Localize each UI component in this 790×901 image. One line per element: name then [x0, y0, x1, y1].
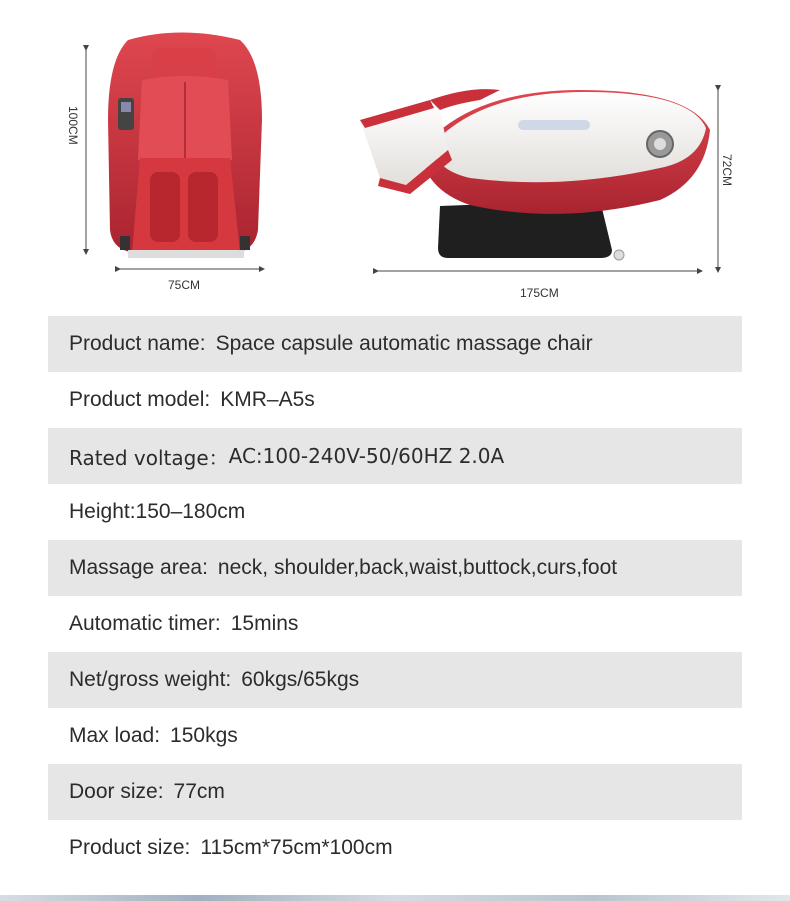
front-width-label: 75CM	[168, 278, 201, 292]
spec-row-product-name	[48, 316, 742, 372]
spec-label: Massage area:	[69, 556, 208, 579]
spec-value: 77cm	[173, 780, 225, 803]
spec-label: Automatic timer:	[69, 612, 221, 635]
spec-row-weight	[48, 652, 742, 708]
spec-value: Space capsule automatic massage chair	[215, 332, 593, 355]
spec-label: Product model:	[69, 388, 211, 411]
side-height-label: 72CM	[720, 154, 734, 187]
spec-label: Rated voltage：	[69, 445, 229, 470]
spec-value: 15mins	[230, 612, 299, 635]
spec-row-door-size	[48, 764, 742, 820]
spec-label: Door size:	[69, 780, 164, 803]
chair-illustration	[0, 0, 790, 310]
spec-value: KMR–A5s	[220, 388, 315, 411]
spec-row-massage-area	[48, 540, 742, 596]
dimension-figure	[0, 0, 790, 310]
spec-label: Product size:	[69, 836, 191, 859]
side-view-chair	[360, 89, 710, 260]
spec-label: Product name:	[69, 332, 206, 355]
spec-row-product-size	[48, 820, 742, 876]
spec-value: AC:100-240V-50/60HZ 2.0A	[228, 444, 505, 468]
spec-label: Height:150–180cm	[69, 500, 246, 523]
spec-value: 60kgs/65kgs	[241, 668, 360, 691]
spec-value: 150kgs	[170, 724, 238, 747]
footer-divider	[0, 895, 790, 901]
spec-label: Max load:	[69, 724, 161, 747]
front-height-label: 100CM	[66, 106, 80, 145]
spec-row-product-model	[48, 372, 742, 428]
spec-table	[48, 316, 742, 876]
spec-value: neck, shoulder,back,waist,buttock,curs,foot	[217, 556, 618, 579]
front-view-chair	[108, 33, 262, 259]
spec-row-max-load	[48, 708, 742, 764]
spec-row-rated-voltage	[48, 428, 742, 484]
spec-value: 115cm*75cm*100cm	[200, 836, 393, 859]
spec-row-automatic-timer	[48, 596, 742, 652]
spec-row-height	[48, 484, 742, 540]
spec-label: Net/gross weight:	[69, 668, 232, 691]
side-length-label: 175CM	[520, 286, 559, 300]
